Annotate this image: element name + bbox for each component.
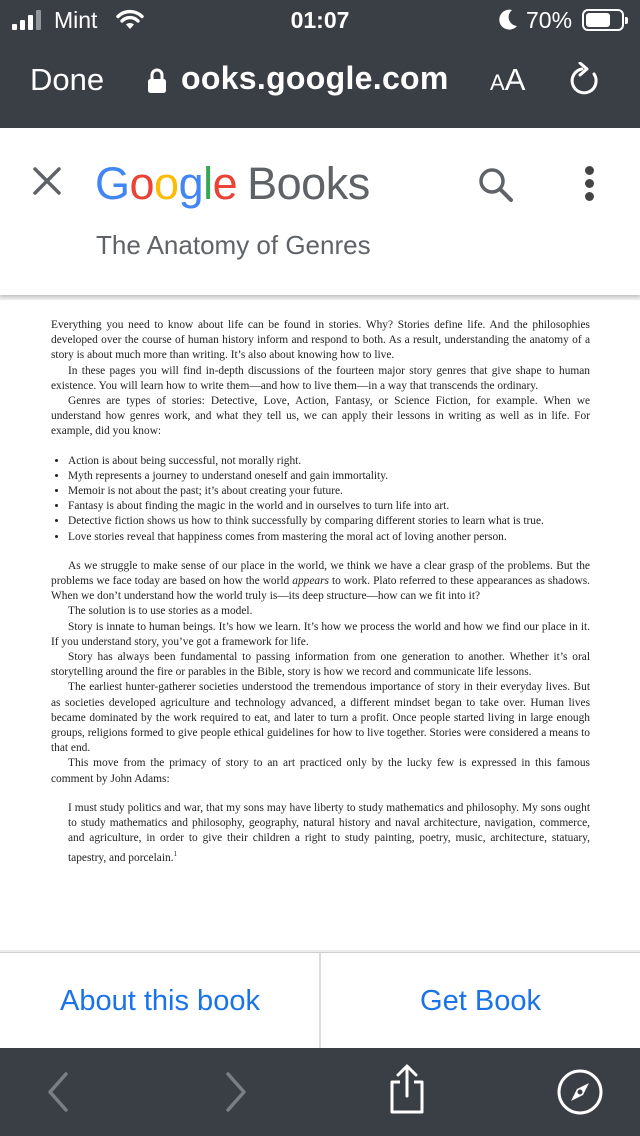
logo-letter: G xyxy=(95,158,130,209)
footnote-marker: 1 xyxy=(173,849,178,858)
genre-bullet-list xyxy=(51,454,590,545)
book-paragraph: In these pages you will find in-depth discussions of the fourteen major story genres that give shape to human existence. You will learn how to write them—and how to live them—in a way that transcends the ordinary. xyxy=(51,364,590,392)
address-bar-url[interactable]: ooks.google.com xyxy=(181,60,449,96)
book-preview-text xyxy=(51,318,590,866)
book-paragraph: This move from the primacy of story to an art practiced only by the lucky few is expressed in this famous comment by John Adams: xyxy=(51,757,590,785)
browser-toolbar xyxy=(0,1048,640,1136)
text-size-large-a: A xyxy=(504,62,526,97)
search-icon[interactable] xyxy=(476,165,516,205)
text-size-button[interactable] xyxy=(490,62,525,98)
google-books-logo[interactable] xyxy=(95,158,370,210)
list-item: • Myth represents a journey to understand oneself and gain immortality. xyxy=(68,469,590,484)
list-item: • Action is about being successful, not morally right. xyxy=(68,454,590,469)
compass-icon[interactable] xyxy=(556,1068,604,1116)
web-page xyxy=(0,128,640,1048)
more-vertical-icon[interactable] xyxy=(585,166,594,205)
logo-letter: g xyxy=(178,158,204,209)
quote-text: I must study politics and war, that my sons may have liberty to study mathematics and philosophy. My sons ought to study mathematics and philosophy, geography, natural history and naval architecture, navigation, commerce, and agriculture, in order to give their children a right to study painting, poetry, music, architecture, statuary, tapestry, and porcelain. xyxy=(68,801,590,864)
done-button[interactable]: Done xyxy=(30,62,105,97)
text-size-small-a: A xyxy=(490,70,505,95)
do-not-disturb-moon-icon xyxy=(497,8,519,32)
logo-letter: o xyxy=(154,158,179,209)
book-paragraph: Genres are types of stories: Detective, Love, Action, Fantasy, or Science Fiction, for example. When we understand how genres work, and what they tell us, we can apply their lessons in writing as well as in life. For example, did you know: xyxy=(51,395,590,438)
list-item: • Love stories reveal that happiness comes from mastering the moral act of loving another person. xyxy=(68,530,590,545)
book-paragraph: Everything you need to know about life can be found in stories. Why? Stories define life. And the philosophies developed over the course of human history inform and respond to both. As a result, understanding the anatomy of a story is about much more than writing. It’s also about knowing how to live. xyxy=(51,319,590,362)
browser-nav-bar xyxy=(0,42,640,128)
carrier-name: Mint xyxy=(54,7,98,33)
forward-arrow-icon[interactable] xyxy=(220,1070,250,1114)
battery-percent: 70% xyxy=(526,7,573,33)
logo-letter: e xyxy=(212,158,238,209)
logo-product-name: Books xyxy=(247,158,370,209)
book-title: The Anatomy of Genres xyxy=(96,230,371,260)
share-icon[interactable] xyxy=(386,1064,428,1116)
close-icon[interactable] xyxy=(30,164,64,198)
list-item: • Fantasy is about finding the magic in the world and in ourselves to turn life into art. xyxy=(68,499,590,514)
book-actions-bar xyxy=(0,952,640,1048)
status-bar xyxy=(0,0,640,42)
google-books-header xyxy=(0,128,640,295)
paragraph-text: to work. Plato referred to these appearances as shadows. When we don’t understand how the world truly is—its deep structure—how can we fit into it? xyxy=(51,575,590,603)
back-arrow-icon[interactable] xyxy=(44,1070,74,1114)
paragraph-text: As we struggle to make sense of our place in the world, we think we have a clear grasp of the problems. But the problems we face today are based on how the world xyxy=(51,559,590,588)
book-paragraph: The earliest hunter-gatherer societies understood the tremendous importance of story in their everyday lives. But as societies developed agriculture and technology advanced, a different mindset began to take over. Human lives became dominated by the work required to eat, and later to turn a profit. Once people started living in large enough groups, religions formed to give people ethical guidelines for how to live together. Stories were considered a means to that end. xyxy=(51,681,590,755)
logo-letter: o xyxy=(129,158,155,209)
battery-icon xyxy=(582,9,624,31)
book-paragraph: Story is innate to human beings. It’s how we learn. It’s how we process the world and how we find our place in it. If you understand story, you’ve got a framework for life. xyxy=(51,620,590,648)
book-paragraph: Story has always been fundamental to passing information from one generation to another. Whether it’s oral storytelling around the fire or parables in the Bible, story is how we record and communicate life lessons. xyxy=(51,651,590,679)
list-item: • Memoir is not about the past; it’s about creating your future. xyxy=(68,484,590,499)
status-time: 01:07 xyxy=(290,7,350,33)
emphasized-word: appears xyxy=(292,575,329,588)
about-this-book-button[interactable]: About this book xyxy=(60,985,260,1017)
get-book-button[interactable]: Get Book xyxy=(420,985,541,1017)
book-preview-page[interactable] xyxy=(0,300,640,950)
adams-quote xyxy=(68,801,590,866)
reload-icon[interactable] xyxy=(568,62,602,100)
logo-letter: l xyxy=(203,158,213,209)
book-paragraph: The solution is to use stories as a model. xyxy=(68,605,253,618)
list-item: • Detective fiction shows us how to think successfully by comparing different stories to learn what is true. xyxy=(68,514,590,529)
lock-icon xyxy=(147,68,167,94)
book-paragraph xyxy=(51,559,590,605)
